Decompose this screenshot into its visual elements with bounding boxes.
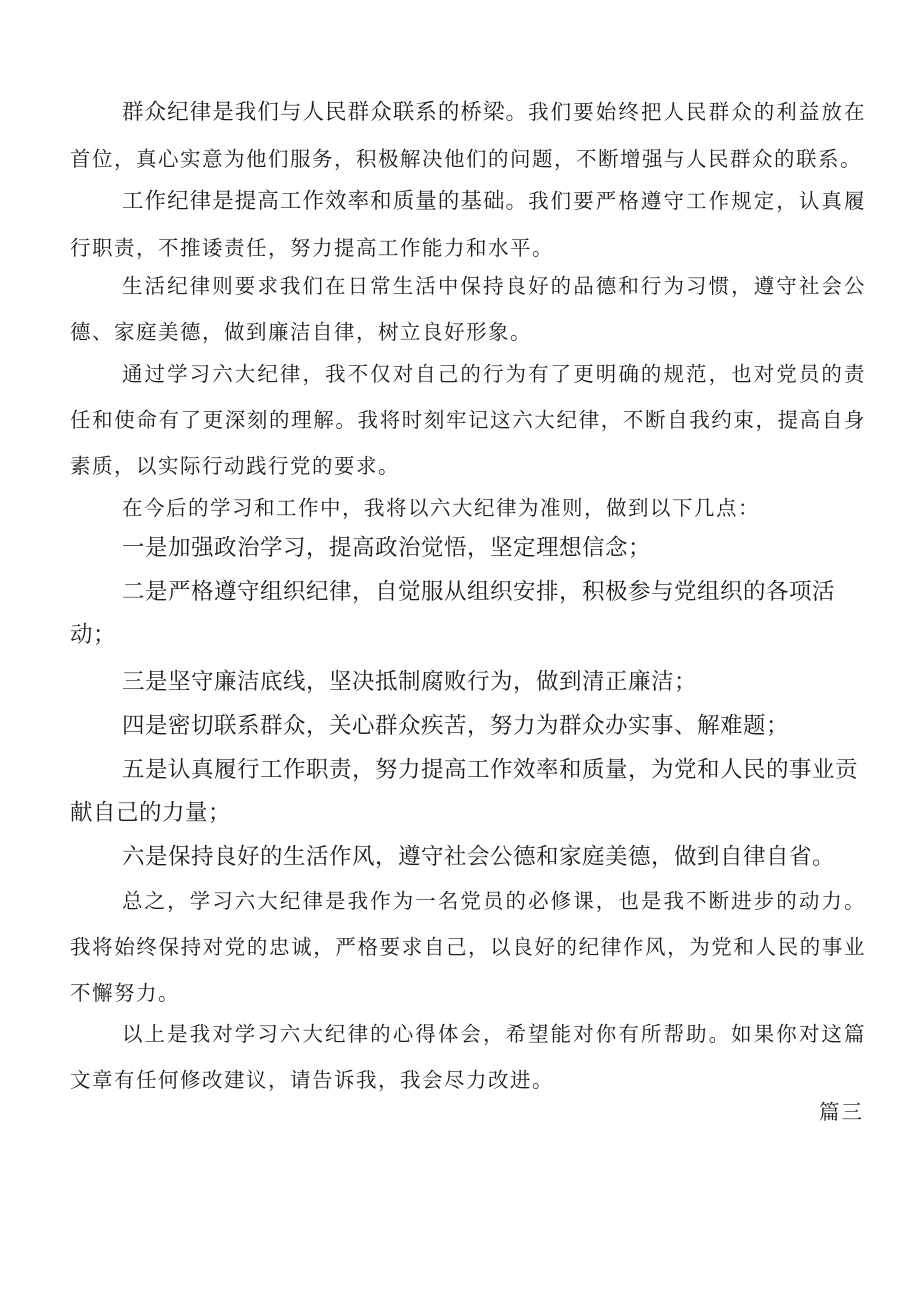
point-item-4: 四是密切联系群众，关心群众疾苦，努力为群众办实事、解难题； (122, 713, 790, 739)
paragraph-text: 我们要严格遵守工作规定，认真履行职责，不推诿责任，努力提高工作能力和水平。 (70, 189, 866, 260)
paragraph-lead: 群众纪律是我们与人民群众联系的桥梁。 (122, 100, 529, 125)
paragraph-text: 以上是我对学习六大纪律的心得体会，希望能对你有所帮助。如果你对这篇文章有任何修改建议，请告诉我，我会尽力改进。 (70, 1022, 866, 1092)
paragraph-text: 生活纪律则要求我们在日常生活中保持良好的品德和行为习惯，遵守社会公德、家庭美德，做到廉洁自律，树立良好形象。 (70, 274, 866, 344)
point-item-3: 三是坚守廉洁底线，坚决抵制腐败行为，做到清正廉洁； (122, 669, 698, 695)
paragraph-mass-discipline (70, 89, 866, 182)
paragraph-lead: 工作纪律是提高工作效率和质量的基础。 (122, 189, 529, 214)
paragraph-closing-note (70, 1011, 866, 1103)
section-marker: 篇三 (819, 1100, 864, 1124)
paragraph-text: 通过学习六大纪律，我不仅对自己的行为有了更明确的规范，也对党员的责任和使命有了更深刻的理解。我将时刻牢记这六大纪律，不断自我约束，提高自身素质，以实际行动践行党的要求。 (70, 362, 866, 478)
paragraph-study-reflection (70, 351, 866, 489)
paragraph-text: 总之，学习六大纪律是我作为一名党员的必修课，也是我不断进步的动力。我将始终保持对党的忠诚，严格要求自己，以良好的纪律作风，为党和人民的事业不懈努力。 (70, 889, 866, 1005)
paragraph-text: 在今后的学习和工作中，我将以六大纪律为准则，做到以下几点： (122, 496, 760, 520)
paragraph-text: 我们要始终把人民群众的利益放在首位，真心实意为他们服务，积极解决他们的问题，不断增强与人民群众的联系。 (70, 100, 866, 171)
paragraph-summary (70, 878, 866, 1016)
point-item-5: 五是认真履行工作职责，努力提高工作效率和质量，为党和人民的事业贡献自己的力量； (70, 757, 859, 826)
paragraph-plan-intro (70, 485, 866, 531)
paragraph-work-discipline (70, 178, 866, 271)
point-item-2: 二是严格遵守组织纪律，自觉服从组织安排，积极参与党组织的各项活动； (70, 579, 836, 648)
point-item-6: 六是保持良好的生活作风，遵守社会公德和家庭美德，做到自律自省。 (122, 844, 836, 870)
point-item-1: 一是加强政治学习，提高政治觉悟，坚定理想信念； (122, 535, 652, 561)
paragraph-life-discipline (70, 263, 866, 355)
